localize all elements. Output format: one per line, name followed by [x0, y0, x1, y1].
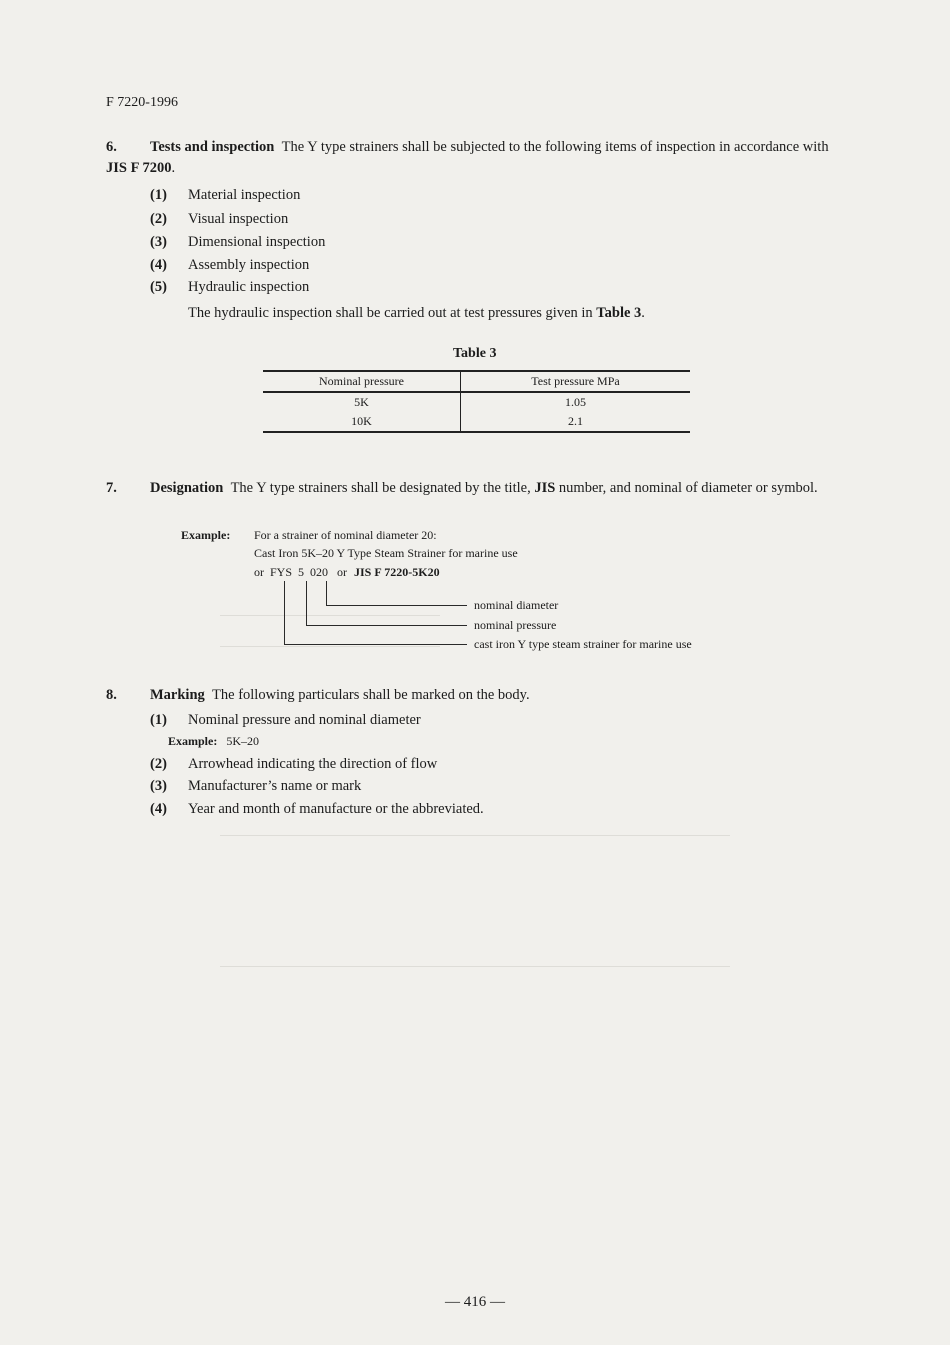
page-number: — 416 — [445, 1294, 505, 1310]
section-6-text: The Y type strainers shall be subjected to the following items of inspection in accordance with [281, 139, 829, 155]
list-item-number: (3) [150, 234, 167, 250]
list-item-label: Material inspection [188, 187, 301, 203]
table-cell: 10K [263, 412, 461, 432]
table-3-caption: Table 3 [453, 346, 497, 361]
section-8-title: Marking [150, 687, 205, 703]
document-code: F 7220-1996 [106, 95, 178, 110]
section-7-title: Designation [150, 480, 224, 496]
list-item-label: Year and month of manufacture or the abbreviated. [188, 801, 484, 817]
list-item-number: (4) [150, 801, 167, 817]
section-7-number: 7. [106, 480, 117, 496]
callout-label: nominal diameter [474, 598, 559, 612]
callout-line [306, 581, 307, 626]
table-cell: 2.1 [461, 412, 691, 432]
hydraulic-note [188, 303, 645, 324]
list-item-number: (4) [150, 257, 167, 273]
list-item [150, 756, 437, 773]
list-item [150, 778, 361, 795]
column-header: Test pressure MPa [461, 371, 691, 392]
list-item-label: Dimensional inspection [188, 234, 326, 250]
list-item [150, 211, 288, 228]
section-6-title: Tests and inspection [150, 139, 275, 155]
example-label: Example: [181, 528, 231, 542]
example-line-1: For a strainer of nominal diameter 20: [254, 528, 437, 542]
example-jis-designation: JIS F 7220-5K20 [354, 565, 440, 579]
list-item [150, 257, 309, 274]
column-header: Nominal pressure [263, 371, 461, 392]
section-6-paragraph [106, 137, 840, 179]
list-item-label: Assembly inspection [188, 257, 310, 273]
section-8-number: 8. [106, 687, 117, 703]
list-item-number: (1) [150, 712, 167, 728]
section-8-text: The following particulars shall be marked on the body. [212, 687, 530, 703]
callout-label: cast iron Y type steam strainer for marine use [474, 637, 692, 651]
list-item-number: (2) [150, 211, 167, 227]
table-row [263, 392, 690, 412]
table-3 [263, 370, 690, 433]
list-item-label: Arrowhead indicating the direction of flow [188, 756, 438, 772]
section-8-paragraph [106, 685, 530, 706]
example-value: 5K–20 [226, 734, 260, 748]
example-label: Example: [168, 734, 218, 748]
list-item-number: (3) [150, 778, 167, 794]
list-item-label: Hydraulic inspection [188, 279, 310, 295]
marking-example [168, 734, 259, 749]
section-6-ref: JIS F 7200 [106, 160, 172, 176]
example-symbol-line [254, 565, 440, 580]
table-header-row [263, 371, 690, 392]
hydraulic-note-ref: Table 3 [596, 305, 642, 321]
table-row [263, 412, 690, 432]
hydraulic-note-text: The hydraulic inspection shall be carried out at test pressures given in [188, 305, 597, 321]
list-item [150, 234, 325, 251]
callout-line [284, 644, 467, 645]
symbol-part-pressure: 5 [298, 565, 305, 579]
list-item [150, 187, 300, 204]
list-item [150, 801, 484, 818]
list-item [150, 279, 309, 296]
table-cell: 5K [263, 392, 461, 412]
symbol-part-type: FYS [270, 565, 293, 579]
callout-line [284, 581, 285, 645]
callout-label: nominal pressure [474, 618, 557, 632]
table-cell: 1.05 [565, 395, 586, 409]
list-item-label: Manufacturer’s name or mark [188, 778, 362, 794]
bleed-through-background [120, 205, 840, 825]
section-7-text: The Y type strainers shall be designated by the title, [230, 480, 535, 496]
section-7-ref: JIS [534, 480, 556, 496]
list-item [150, 712, 421, 729]
list-item-number: (5) [150, 279, 167, 295]
section-7-text-end: number, and nominal of diameter or symbol. [555, 480, 818, 496]
section-7-paragraph [106, 478, 840, 499]
callout-line [326, 581, 327, 605]
list-item-label: Visual inspection [188, 211, 289, 227]
example-or: or [337, 565, 348, 579]
list-item-label: Nominal pressure and nominal diameter [188, 712, 421, 728]
section-6-text-end: . [171, 160, 176, 176]
list-item-number: (2) [150, 756, 167, 772]
example-or: or [254, 565, 264, 579]
hydraulic-note-end: . [641, 305, 645, 321]
callout-line [326, 605, 467, 606]
list-item-number: (1) [150, 187, 167, 203]
example-line-2: Cast Iron 5K–20 Y Type Steam Strainer for marine use [254, 546, 518, 560]
callout-line [306, 625, 467, 626]
section-6-number: 6. [106, 139, 117, 155]
symbol-part-diameter: 020 [310, 565, 329, 579]
